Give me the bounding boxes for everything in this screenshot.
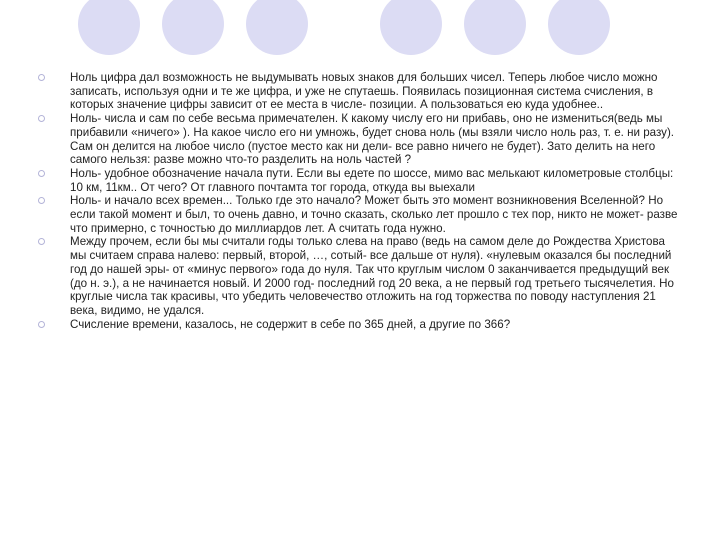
decorative-circles bbox=[0, 0, 720, 80]
decorative-circle bbox=[380, 0, 442, 55]
bullet-text: Между прочем, если бы мы считали годы только слева на право (ведь на самом деле до Рождества Христова мы считаем справа налево: первый, второй, …, сотый- все дальше от нуля). «нулевым оказался бы последний год до нашей эры- от «минус первого» года до нуля. Так что круглым числом 0 заканчивается предыдущий век (до н. э.), а не начинается новый. И 2000 год- последний год 20 века, а не первый год третьего тысячелетия. Но круглые числа так красивы, что убедить человечество отложить на год торжества по поводу наступления 21 века, видимо, не удался. bbox=[70, 235, 674, 317]
bullet-item bbox=[42, 194, 682, 235]
bullet-text: Ноль- и начало всех времен... Только где это начало? Может быть это момент возникновения Вселенной? Но если такой момент и был, то очень давно, и точно сказать, сколько лет прошло с тех пор, никто не может- разве что примерно, с точностью до миллиардов лет. А считать года нужно. bbox=[70, 194, 678, 235]
bullet-text: Счисление времени, казалось, не содержит в себе по 365 дней, а другие по 366? bbox=[70, 317, 511, 331]
decorative-circle bbox=[246, 0, 308, 55]
bullet-item bbox=[42, 71, 682, 112]
bullet-text: Ноль цифра дал возможность не выдумывать новых знаков для больших чисел. Теперь любое число можно записать, используя одни и те же цифра, и уже не спутаешь. Появилась позиционная система счисления, в которых значение цифры зависит от ее места в числе- позиции. А пользоваться ею куда удобнее.. bbox=[70, 71, 658, 112]
bullet-text: Ноль- числа и сам по себе весьма примечателен. К какому числу его ни прибавь, оно не измениться(ведь мы прибавили «ничего» ). На какое число его ни умножь, будет снова ноль (мы взяли число ноль раз, т. е. ни разу). Сам он делится на любое число (пустое место как ни дели- все равно ничего не будет). Зато делить на него самого нельзя: разве можно что-то разделить на ноль частей ? bbox=[70, 112, 675, 167]
bullet-list bbox=[42, 71, 682, 331]
bullet-icon bbox=[38, 115, 45, 122]
bullet-icon bbox=[38, 238, 45, 245]
bullet-item bbox=[42, 318, 682, 332]
decorative-circle bbox=[464, 0, 526, 55]
bullet-item bbox=[42, 112, 682, 167]
decorative-circle bbox=[162, 0, 224, 55]
bullet-item bbox=[42, 235, 682, 317]
bullet-icon bbox=[38, 170, 45, 177]
bullet-item bbox=[42, 167, 682, 194]
bullet-icon bbox=[38, 197, 45, 204]
bullet-icon bbox=[38, 321, 45, 328]
bullet-icon bbox=[38, 74, 45, 81]
decorative-circle bbox=[78, 0, 140, 55]
bullet-text: Ноль- удобное обозначение начала пути. Если вы едете по шоссе, мимо вас мелькают километровые столбцы: 10 км, 11км.. От чего? От главного почтамта тог города, откуда вы выехали bbox=[70, 166, 674, 194]
decorative-circle bbox=[548, 0, 610, 55]
